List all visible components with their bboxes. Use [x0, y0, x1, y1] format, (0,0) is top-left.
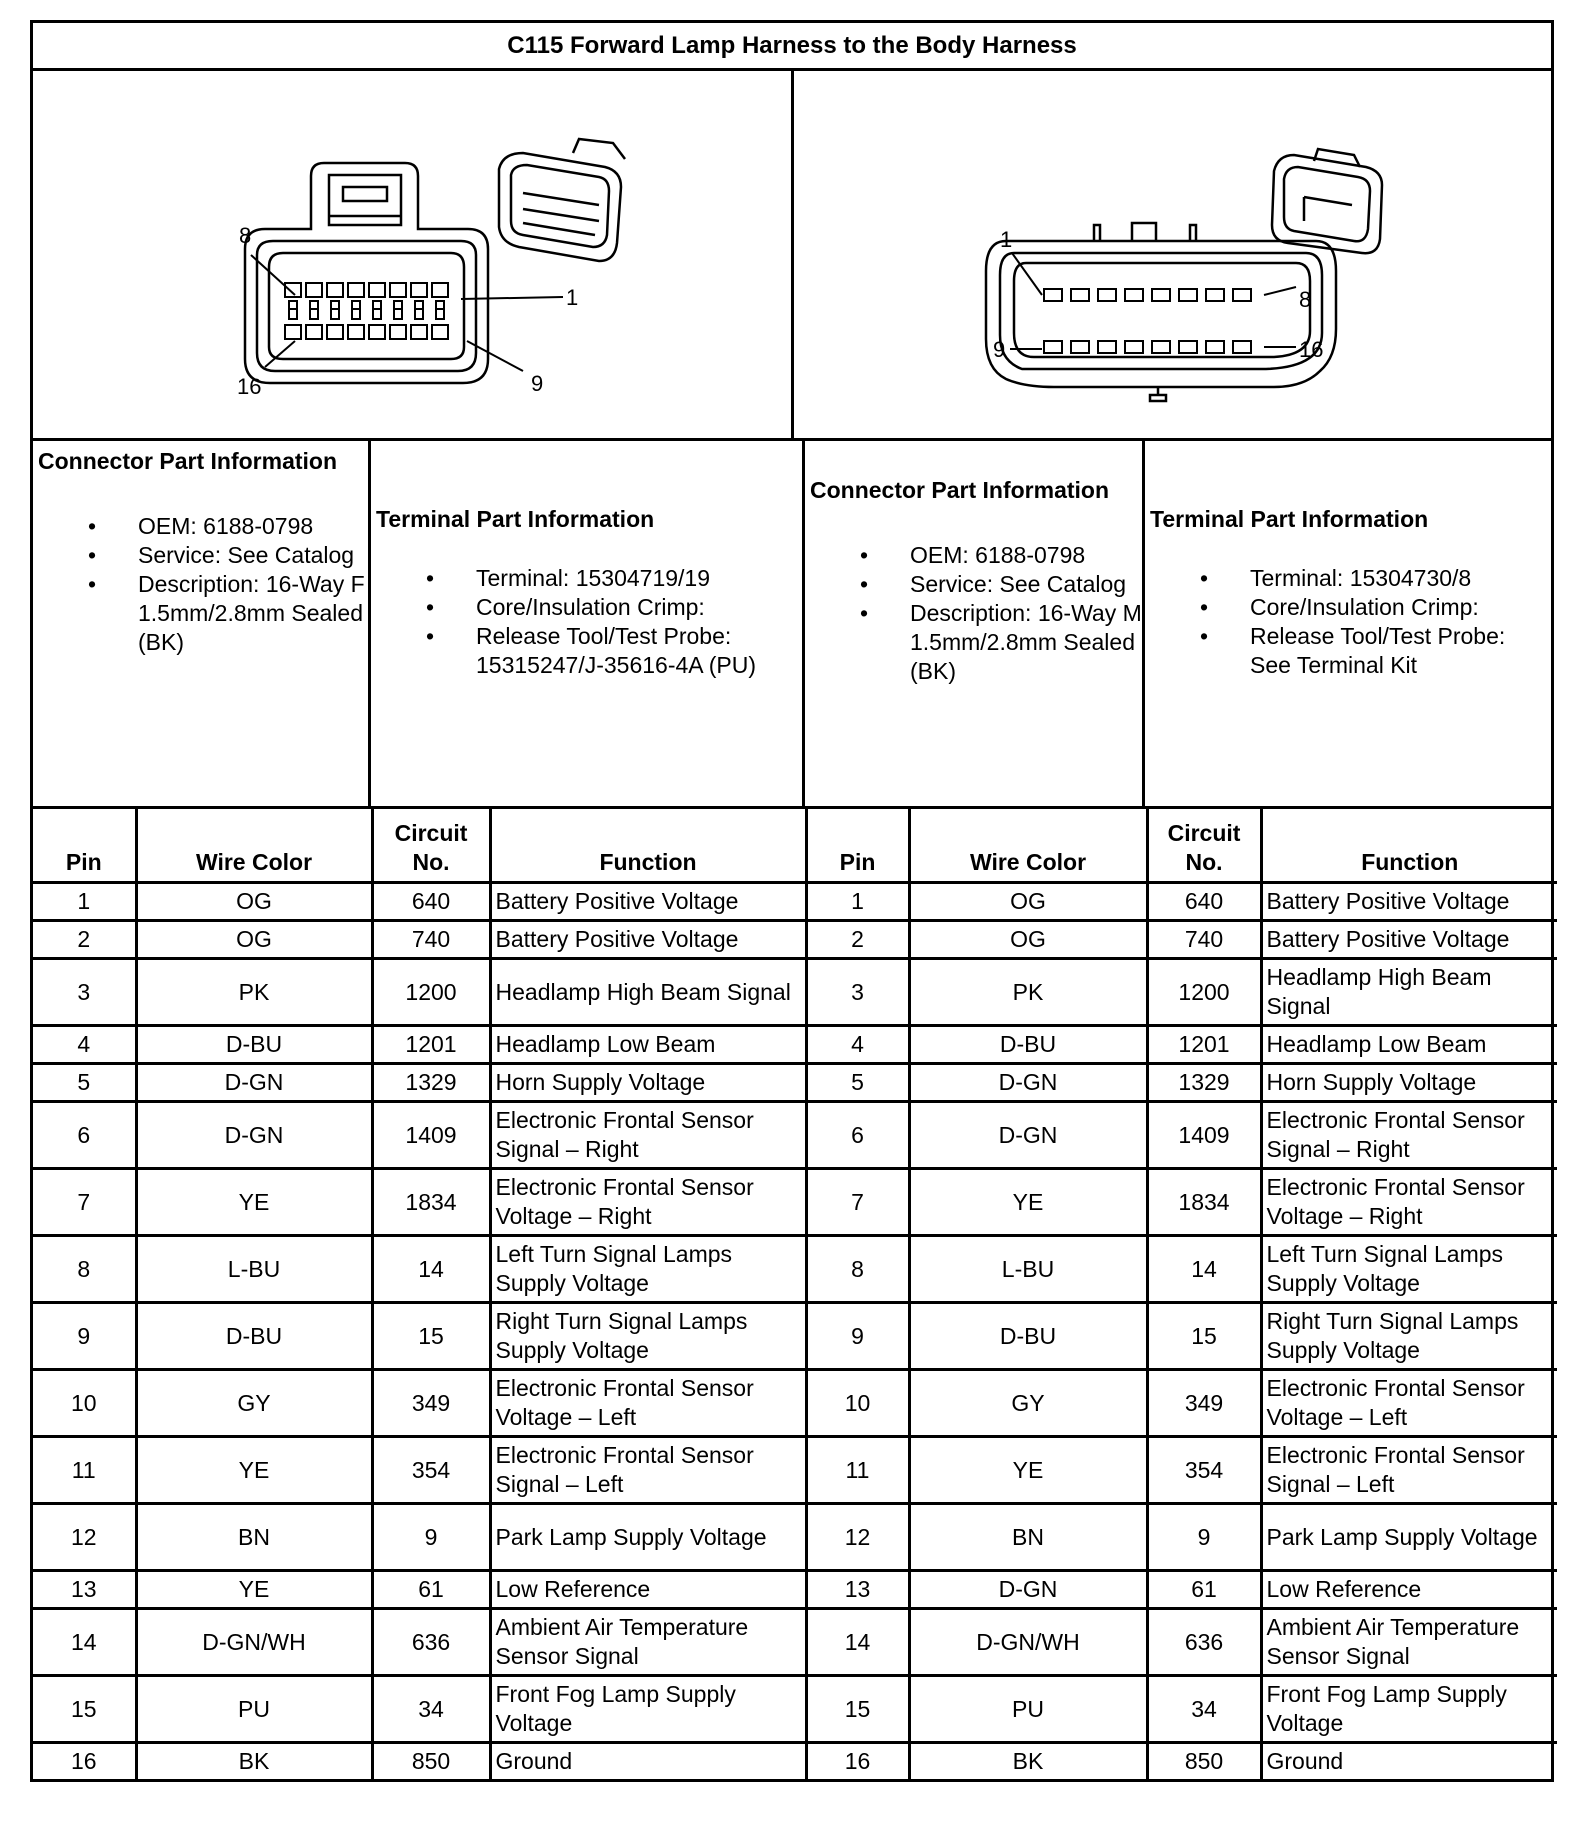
connector-info-heading: Connector Part Information — [810, 477, 1110, 503]
pin-cell: 6 — [806, 1102, 909, 1169]
circuit-cell: 1201 — [372, 1026, 490, 1064]
pin-cell: 8 — [33, 1236, 136, 1303]
function-cell: Battery Positive Voltage — [490, 921, 806, 959]
function-cell: Park Lamp Supply Voltage — [490, 1504, 806, 1571]
col-header-pin: Pin — [33, 809, 136, 883]
female-cavity-latch — [289, 309, 297, 319]
wire-color-cell: L-BU — [136, 1236, 372, 1303]
function-cell: Low Reference — [1261, 1571, 1557, 1609]
wire-color-cell: D-BU — [136, 1303, 372, 1370]
col-header-wire-color: Wire Color — [909, 809, 1147, 883]
function-cell: Electronic Frontal Sensor Voltage – Right — [1261, 1169, 1557, 1236]
function-cell: Electronic Frontal Sensor Signal – Left — [1261, 1437, 1557, 1504]
page-title: C115 Forward Lamp Harness to the Body Harness — [33, 23, 1551, 71]
list-item: • Core/Insulation Crimp: — [376, 593, 802, 622]
function-cell: Left Turn Signal Lamps Supply Voltage — [1261, 1236, 1557, 1303]
pinout-table-body — [33, 883, 1557, 1780]
pin-cell: 13 — [33, 1571, 136, 1609]
col-header-function: Function — [490, 809, 806, 883]
connector-info-heading: Connector Part Information — [38, 448, 338, 474]
table-row — [33, 1571, 1557, 1609]
pin-cell: 2 — [806, 921, 909, 959]
table-row — [33, 1064, 1557, 1102]
male-terminal — [1206, 289, 1224, 301]
function-cell: Electronic Frontal Sensor Signal – Right — [1261, 1102, 1557, 1169]
col-header-circuit-no: Circuit No. — [1147, 809, 1261, 883]
circuit-cell: 850 — [1147, 1743, 1261, 1780]
female-cavity — [327, 325, 343, 339]
female-cavity — [369, 283, 385, 297]
wire-color-cell: YE — [136, 1169, 372, 1236]
wire-color-cell: BK — [136, 1743, 372, 1780]
diagram-label-9: 9 — [531, 371, 544, 396]
table-row — [33, 1437, 1557, 1504]
male-terminal — [1044, 289, 1062, 301]
list-item: • Service: See Catalog — [810, 570, 1142, 599]
pin-cell: 16 — [806, 1743, 909, 1780]
pin-cell: 13 — [806, 1571, 909, 1609]
wire-color-cell: OG — [136, 921, 372, 959]
pin-cell: 4 — [806, 1026, 909, 1064]
pin-cell: 2 — [33, 921, 136, 959]
pin-cell: 6 — [33, 1102, 136, 1169]
female-cavity — [306, 325, 322, 339]
list-item: • Terminal: 15304719/19 — [376, 564, 802, 593]
circuit-cell: 636 — [372, 1609, 490, 1676]
pin-cell: 16 — [33, 1743, 136, 1780]
function-cell: Front Fog Lamp Supply Voltage — [1261, 1676, 1557, 1743]
female-cavity — [285, 283, 301, 297]
table-row — [33, 1743, 1557, 1780]
wire-color-cell: D-BU — [909, 1303, 1147, 1370]
male-connector-diagram — [794, 71, 1552, 438]
circuit-cell: 1409 — [372, 1102, 490, 1169]
female-cavity-latch — [436, 309, 444, 319]
female-cavity — [348, 325, 364, 339]
circuit-cell: 15 — [372, 1303, 490, 1370]
wire-color-cell: PU — [909, 1676, 1147, 1743]
wire-color-cell: BN — [909, 1504, 1147, 1571]
male-terminal — [1125, 341, 1143, 353]
table-header-row — [33, 809, 1557, 883]
pin-cell: 12 — [806, 1504, 909, 1571]
table-row — [33, 1169, 1557, 1236]
list-item: • OEM: 6188-0798 — [810, 541, 1142, 570]
wire-color-cell: PK — [136, 959, 372, 1026]
function-cell: Horn Supply Voltage — [490, 1064, 806, 1102]
circuit-cell: 61 — [1147, 1571, 1261, 1609]
list-item: • Service: See Catalog — [38, 541, 368, 570]
male-terminal — [1206, 341, 1224, 353]
pin-cell: 3 — [33, 959, 136, 1026]
male-terminal — [1179, 289, 1197, 301]
function-cell: Headlamp High Beam Signal — [1261, 959, 1557, 1026]
wire-color-cell: D-GN — [909, 1102, 1147, 1169]
circuit-cell: 34 — [372, 1676, 490, 1743]
diagram-label-16: 16 — [1298, 337, 1323, 362]
function-cell: Right Turn Signal Lamps Supply Voltage — [1261, 1303, 1557, 1370]
wire-color-cell: BN — [136, 1504, 372, 1571]
col-header-function: Function — [1261, 809, 1557, 883]
table-row — [33, 1026, 1557, 1064]
wire-color-cell: YE — [136, 1571, 372, 1609]
diagram-label-9: 9 — [992, 337, 1005, 362]
circuit-cell: 1409 — [1147, 1102, 1261, 1169]
table-row — [33, 1303, 1557, 1370]
function-cell: Electronic Frontal Sensor Signal – Left — [490, 1437, 806, 1504]
diagram-label-1: 1 — [566, 285, 579, 310]
part-information-row — [33, 441, 1551, 809]
table-row — [33, 921, 1557, 959]
wire-color-cell: BK — [909, 1743, 1147, 1780]
circuit-cell: 9 — [1147, 1504, 1261, 1571]
function-cell: Headlamp High Beam Signal — [490, 959, 806, 1026]
wire-color-cell: GY — [136, 1370, 372, 1437]
function-cell: Park Lamp Supply Voltage — [1261, 1504, 1557, 1571]
function-cell: Electronic Frontal Sensor Signal – Right — [490, 1102, 806, 1169]
terminal-info-heading: Terminal Part Information — [376, 506, 655, 532]
wire-color-cell: YE — [909, 1437, 1147, 1504]
function-cell: Horn Supply Voltage — [1261, 1064, 1557, 1102]
female-cavity — [411, 283, 427, 297]
circuit-cell: 1329 — [1147, 1064, 1261, 1102]
female-connector-face-icon — [33, 71, 792, 438]
pin-cell: 14 — [806, 1609, 909, 1676]
function-cell: Battery Positive Voltage — [1261, 921, 1557, 959]
pin-cell: 5 — [33, 1064, 136, 1102]
circuit-cell: 34 — [1147, 1676, 1261, 1743]
wire-color-cell: D-GN/WH — [136, 1609, 372, 1676]
wire-color-cell: OG — [909, 921, 1147, 959]
female-cavity — [432, 283, 448, 297]
circuit-cell: 740 — [1147, 921, 1261, 959]
circuit-cell: 14 — [372, 1236, 490, 1303]
diagram-label-16: 16 — [237, 374, 262, 399]
wire-color-cell: D-GN/WH — [909, 1609, 1147, 1676]
pin-cell: 11 — [33, 1437, 136, 1504]
wire-color-cell: D-BU — [909, 1026, 1147, 1064]
wire-color-cell: YE — [136, 1437, 372, 1504]
left-terminal-part-info — [371, 441, 805, 806]
wire-color-cell: OG — [136, 883, 372, 921]
male-terminal — [1071, 289, 1089, 301]
function-cell: Low Reference — [490, 1571, 806, 1609]
pin-cell: 7 — [806, 1169, 909, 1236]
wire-color-cell: OG — [909, 883, 1147, 921]
pin-cell: 5 — [806, 1064, 909, 1102]
function-cell: Ground — [490, 1743, 806, 1780]
circuit-cell: 1329 — [372, 1064, 490, 1102]
wire-color-cell: GY — [909, 1370, 1147, 1437]
function-cell: Electronic Frontal Sensor Voltage – Left — [490, 1370, 806, 1437]
female-cavity — [306, 283, 322, 297]
function-cell: Headlamp Low Beam — [1261, 1026, 1557, 1064]
pin-cell: 9 — [806, 1303, 909, 1370]
circuit-cell: 1200 — [372, 959, 490, 1026]
function-cell: Electronic Frontal Sensor Voltage – Right — [490, 1169, 806, 1236]
function-cell: Ground — [1261, 1743, 1557, 1780]
terminal-info-heading: Terminal Part Information — [1150, 506, 1429, 532]
list-item: • Release Tool/Test Probe: See Terminal Kit — [1150, 622, 1551, 680]
connector-info-list — [38, 512, 368, 657]
female-cavity — [390, 283, 406, 297]
list-item: • Terminal: 15304730/8 — [1150, 564, 1551, 593]
col-header-wire-color: Wire Color — [136, 809, 372, 883]
circuit-cell: 349 — [372, 1370, 490, 1437]
circuit-cell: 354 — [1147, 1437, 1261, 1504]
circuit-cell: 636 — [1147, 1609, 1261, 1676]
diagram-label-1: 1 — [999, 227, 1012, 252]
pin-cell: 1 — [33, 883, 136, 921]
male-terminal — [1098, 341, 1116, 353]
circuit-cell: 15 — [1147, 1303, 1261, 1370]
circuit-cell: 740 — [372, 921, 490, 959]
function-cell: Front Fog Lamp Supply Voltage — [490, 1676, 806, 1743]
circuit-cell: 354 — [372, 1437, 490, 1504]
male-terminal — [1125, 289, 1143, 301]
circuit-cell: 9 — [372, 1504, 490, 1571]
table-row — [33, 883, 1557, 921]
connector-info-list — [810, 541, 1142, 686]
pin-cell: 15 — [806, 1676, 909, 1743]
wire-color-cell: D-GN — [136, 1064, 372, 1102]
female-cavity-latch — [352, 309, 360, 319]
pinout-table — [33, 809, 1557, 1779]
male-terminal — [1233, 341, 1251, 353]
female-cavity — [432, 325, 448, 339]
circuit-cell: 640 — [372, 883, 490, 921]
pin-cell: 10 — [33, 1370, 136, 1437]
wire-color-cell: D-GN — [136, 1102, 372, 1169]
connector-end-view-sheet — [30, 20, 1554, 1782]
male-terminal — [1179, 341, 1197, 353]
male-terminal — [1044, 341, 1062, 353]
right-connector-part-info — [805, 441, 1145, 806]
circuit-cell: 1201 — [1147, 1026, 1261, 1064]
list-item: • Description: 16-Way F 1.5mm/2.8mm Sealed (BK) — [38, 570, 368, 657]
pin-cell: 12 — [33, 1504, 136, 1571]
wire-color-cell: PU — [136, 1676, 372, 1743]
male-terminal — [1071, 341, 1089, 353]
pin-cell: 10 — [806, 1370, 909, 1437]
male-connector-face-icon — [794, 71, 1553, 438]
function-cell: Electronic Frontal Sensor Voltage – Left — [1261, 1370, 1557, 1437]
pin-cell: 8 — [806, 1236, 909, 1303]
table-row — [33, 1676, 1557, 1743]
list-item: • OEM: 6188-0798 — [38, 512, 368, 541]
male-terminal — [1152, 341, 1170, 353]
wire-color-cell: PK — [909, 959, 1147, 1026]
female-cavity-latch — [331, 309, 339, 319]
left-connector-part-info — [33, 441, 371, 806]
list-item: • Core/Insulation Crimp: — [1150, 593, 1551, 622]
pin-cell: 7 — [33, 1169, 136, 1236]
female-cavity-latch — [310, 309, 318, 319]
right-terminal-part-info — [1145, 441, 1551, 806]
wire-color-cell: D-GN — [909, 1064, 1147, 1102]
function-cell: Ambient Air Temperature Sensor Signal — [1261, 1609, 1557, 1676]
diagram-label-8: 8 — [239, 223, 252, 248]
female-cavity-latch — [394, 309, 402, 319]
female-cavity — [411, 325, 427, 339]
male-terminal — [1152, 289, 1170, 301]
table-row — [33, 1504, 1557, 1571]
terminal-info-list — [1150, 564, 1551, 680]
table-row — [33, 1609, 1557, 1676]
circuit-cell: 349 — [1147, 1370, 1261, 1437]
function-cell: Battery Positive Voltage — [490, 883, 806, 921]
wire-color-cell: D-GN — [909, 1571, 1147, 1609]
pin-cell: 4 — [33, 1026, 136, 1064]
function-cell: Ambient Air Temperature Sensor Signal — [490, 1609, 806, 1676]
circuit-cell: 14 — [1147, 1236, 1261, 1303]
diagram-label-8: 8 — [1298, 287, 1311, 312]
table-row — [33, 959, 1557, 1026]
wire-color-cell: L-BU — [909, 1236, 1147, 1303]
pin-cell: 3 — [806, 959, 909, 1026]
wire-color-cell: D-BU — [136, 1026, 372, 1064]
table-row — [33, 1370, 1557, 1437]
list-item: • Release Tool/Test Probe: 15315247/J-35616-4A (PU) — [376, 622, 802, 680]
male-terminal — [1098, 289, 1116, 301]
table-row — [33, 1236, 1557, 1303]
male-terminal — [1233, 289, 1251, 301]
col-header-circuit-no: Circuit No. — [372, 809, 490, 883]
female-connector-diagram — [33, 71, 794, 438]
pin-cell: 14 — [33, 1609, 136, 1676]
female-cavity — [285, 325, 301, 339]
col-header-pin: Pin — [806, 809, 909, 883]
circuit-cell: 1834 — [372, 1169, 490, 1236]
female-cavity — [369, 325, 385, 339]
circuit-cell: 61 — [372, 1571, 490, 1609]
pin-cell: 1 — [806, 883, 909, 921]
female-cavity — [327, 283, 343, 297]
circuit-cell: 640 — [1147, 883, 1261, 921]
pin-cell: 11 — [806, 1437, 909, 1504]
function-cell: Battery Positive Voltage — [1261, 883, 1557, 921]
circuit-cell: 850 — [372, 1743, 490, 1780]
female-cavity — [348, 283, 364, 297]
connector-diagrams — [33, 71, 1551, 441]
circuit-cell: 1834 — [1147, 1169, 1261, 1236]
female-cavity — [390, 325, 406, 339]
function-cell: Left Turn Signal Lamps Supply Voltage — [490, 1236, 806, 1303]
function-cell: Headlamp Low Beam — [490, 1026, 806, 1064]
function-cell: Right Turn Signal Lamps Supply Voltage — [490, 1303, 806, 1370]
circuit-cell: 1200 — [1147, 959, 1261, 1026]
female-cavity-latch — [415, 309, 423, 319]
wire-color-cell: YE — [909, 1169, 1147, 1236]
pin-cell: 9 — [33, 1303, 136, 1370]
pin-cell: 15 — [33, 1676, 136, 1743]
list-item: • Description: 16-Way M 1.5mm/2.8mm Sealed (BK) — [810, 599, 1142, 686]
table-row — [33, 1102, 1557, 1169]
female-cavity-latch — [373, 309, 381, 319]
terminal-info-list — [376, 564, 802, 680]
